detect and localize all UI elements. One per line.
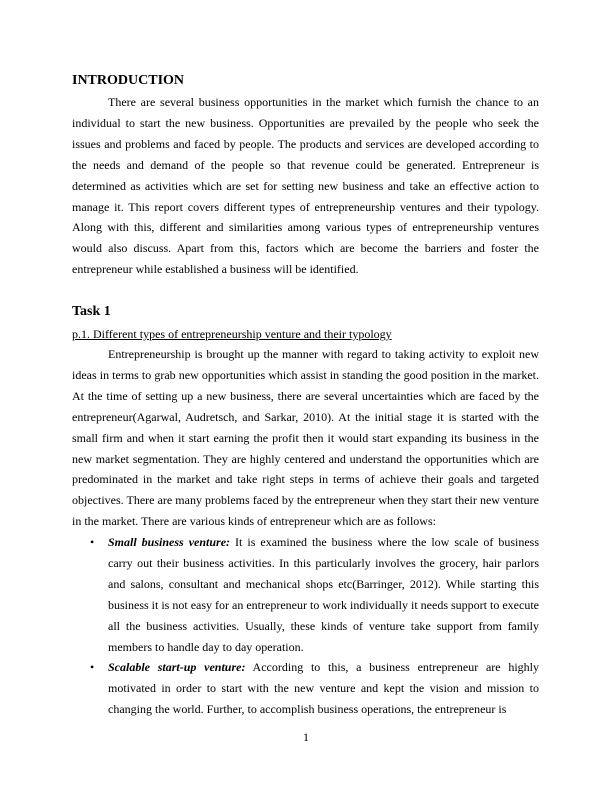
introduction-paragraph: There are several business opportunities in the market which furnish the chance to an individual to start the new business. Opportunities are prevailed by the people who seek the issues and problems and faced by people. The products and services are developed according to the needs and demand of the people so that revenue could be generated. Entrepreneur is determined as activities which are set for setting new business and take an effective action to manage it. This report covers different types of entrepreneurship ventures and their typology. Along with this, different and similarities among various types of entrepreneurship ventures would also discuss. Apart from this, factors which are become the barriers and foster the entrepreneur while established a business will be identified. bbox=[72, 95, 539, 277]
list-item bbox=[72, 657, 539, 720]
bullet-text: According to this, a business entrepreneur are highly motivated in order to start with the new venture and kept the vision and mission to changing the world. Further, to accomplish business operations, the entrepreneur is bbox=[108, 660, 539, 717]
bullet-term: Scalable start-up venture: bbox=[108, 660, 246, 675]
list-item bbox=[72, 532, 539, 657]
venture-types-list bbox=[72, 532, 539, 720]
task-heading: Task 1 bbox=[72, 304, 111, 319]
bullet-text: It is examined the business where the low scale of business carry out their business activities. In this particularly involves the grocery, hair parlors and salons, consultant and mechanical shops etc(Barringer, 2012). While starting this business it is not easy for an entrepreneur to work individually it needs support to execute all the business activities. Usually, these kinds of venture take support from family members to handle day to day operation. bbox=[108, 535, 539, 654]
bullet-icon: • bbox=[90, 660, 95, 675]
introduction-heading: INTRODUCTION bbox=[72, 73, 185, 88]
section-subheading: p.1. Different types of entrepreneurship venture and their typology bbox=[72, 327, 392, 341]
bullet-icon: • bbox=[90, 535, 95, 549]
bullet-term: Small business venture: bbox=[108, 535, 231, 549]
page-number: 1 bbox=[303, 730, 309, 744]
task-paragraph: Entrepreneurship is brought up the manner with regard to taking activity to exploit new ideas in terms to grab new opportunities which assist in standing the good position in the market. At the time of setting up a new business, there are several uncertainties which are faced by the entrepreneur(Agarwal, Audretsch, and Sarkar, 2010). At the initial stage it is started with the small firm and when it start earning the profit then it would start expanding its business in the new market segmentation. They are highly centered and understand the opportunities which are predominated in the market and take right steps in terms of achieve their goals and targeted objectives. There are many problems faced by the entrepreneur when they start their new venture in the market. There are various kinds of entrepreneur which are as follows: bbox=[72, 347, 539, 529]
